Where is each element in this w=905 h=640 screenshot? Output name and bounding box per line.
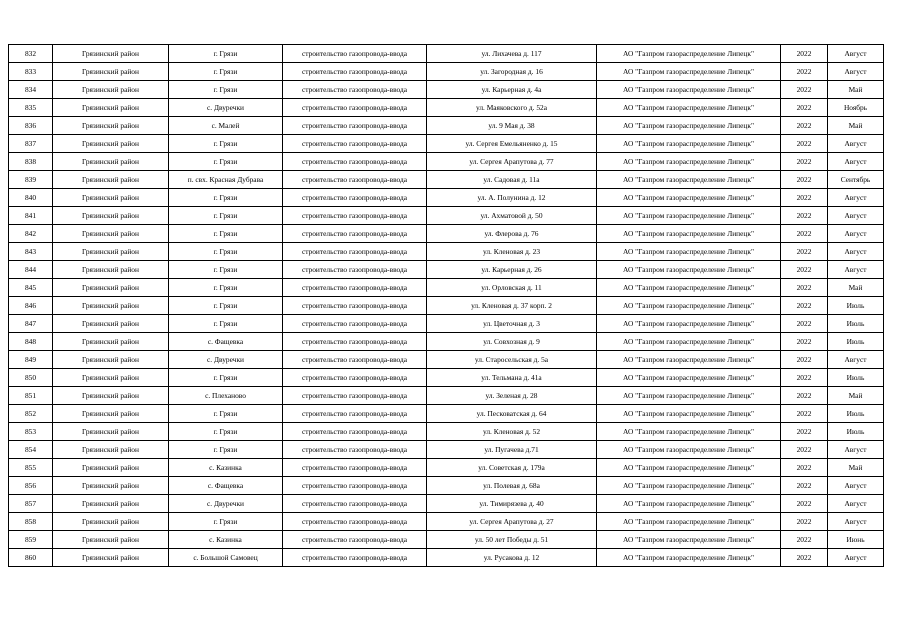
row-number-cell: 832: [9, 45, 53, 63]
district-cell: Грязинский район: [53, 117, 169, 135]
address-cell: ул. 9 Мая д. 38: [427, 117, 597, 135]
work-type-cell: строительство газопровода-ввода: [283, 81, 427, 99]
locality-cell: г. Грязи: [169, 45, 283, 63]
address-cell: ул. Тимирязева д. 40: [427, 495, 597, 513]
address-cell: ул. Песковатская д. 64: [427, 405, 597, 423]
organization-cell: АО "Газпром газораспределение Липецк": [597, 477, 781, 495]
row-number-cell: 855: [9, 459, 53, 477]
table-row: [9, 513, 884, 531]
organization-cell: АО "Газпром газораспределение Липецк": [597, 135, 781, 153]
district-cell: Грязинский район: [53, 297, 169, 315]
address-cell: ул. Пугачева д.71: [427, 441, 597, 459]
row-number-cell: 854: [9, 441, 53, 459]
address-cell: ул. Лихачева д. 117: [427, 45, 597, 63]
district-cell: Грязинский район: [53, 225, 169, 243]
address-cell: ул. Кленовая д. 23: [427, 243, 597, 261]
document-table: [8, 44, 884, 567]
district-cell: Грязинский район: [53, 135, 169, 153]
address-cell: ул. Карьерная д. 4а: [427, 81, 597, 99]
row-number-cell: 858: [9, 513, 53, 531]
table-row: [9, 117, 884, 135]
month-cell: Август: [828, 351, 884, 369]
row-number-cell: 852: [9, 405, 53, 423]
organization-cell: АО "Газпром газораспределение Липецк": [597, 81, 781, 99]
address-cell: ул. Карьерная д. 26: [427, 261, 597, 279]
table-row: [9, 459, 884, 477]
work-type-cell: строительство газопровода-ввода: [283, 369, 427, 387]
district-cell: Грязинский район: [53, 171, 169, 189]
year-cell: 2022: [781, 153, 828, 171]
organization-cell: АО "Газпром газораспределение Липецк": [597, 279, 781, 297]
organization-cell: АО "Газпром газораспределение Липецк": [597, 243, 781, 261]
year-cell: 2022: [781, 297, 828, 315]
row-number-cell: 838: [9, 153, 53, 171]
locality-cell: с. Плеханово: [169, 387, 283, 405]
district-cell: Грязинский район: [53, 369, 169, 387]
locality-cell: г. Грязи: [169, 405, 283, 423]
locality-cell: г. Грязи: [169, 279, 283, 297]
row-number-cell: 845: [9, 279, 53, 297]
organization-cell: АО "Газпром газораспределение Липецк": [597, 261, 781, 279]
month-cell: Июль: [828, 333, 884, 351]
district-cell: Грязинский район: [53, 333, 169, 351]
year-cell: 2022: [781, 225, 828, 243]
locality-cell: с. Казинка: [169, 459, 283, 477]
address-cell: ул. Сергея Арапутова д. 77: [427, 153, 597, 171]
locality-cell: г. Грязи: [169, 207, 283, 225]
year-cell: 2022: [781, 243, 828, 261]
month-cell: Май: [828, 459, 884, 477]
month-cell: Июнь: [828, 531, 884, 549]
work-type-cell: строительство газопровода-ввода: [283, 225, 427, 243]
address-cell: ул. Маяковского д. 52а: [427, 99, 597, 117]
work-type-cell: строительство газопровода-ввода: [283, 261, 427, 279]
organization-cell: АО "Газпром газораспределение Липецк": [597, 549, 781, 567]
organization-cell: АО "Газпром газораспределение Липецк": [597, 207, 781, 225]
table-row: [9, 369, 884, 387]
locality-cell: г. Грязи: [169, 369, 283, 387]
row-number-cell: 853: [9, 423, 53, 441]
address-cell: ул. Цветочная д. 3: [427, 315, 597, 333]
work-type-cell: строительство газопровода-ввода: [283, 45, 427, 63]
locality-cell: г. Грязи: [169, 63, 283, 81]
locality-cell: г. Грязи: [169, 261, 283, 279]
year-cell: 2022: [781, 369, 828, 387]
district-cell: Грязинский район: [53, 81, 169, 99]
month-cell: Август: [828, 477, 884, 495]
work-type-cell: строительство газопровода-ввода: [283, 459, 427, 477]
locality-cell: г. Грязи: [169, 153, 283, 171]
table-row: [9, 99, 884, 117]
table-row: [9, 351, 884, 369]
year-cell: 2022: [781, 117, 828, 135]
month-cell: Август: [828, 261, 884, 279]
year-cell: 2022: [781, 531, 828, 549]
month-cell: Май: [828, 81, 884, 99]
work-type-cell: строительство газопровода-ввода: [283, 405, 427, 423]
row-number-cell: 842: [9, 225, 53, 243]
row-number-cell: 859: [9, 531, 53, 549]
work-type-cell: строительство газопровода-ввода: [283, 189, 427, 207]
address-cell: ул. Сергея Емельяненко д. 15: [427, 135, 597, 153]
table-row: [9, 225, 884, 243]
row-number-cell: 847: [9, 315, 53, 333]
district-cell: Грязинский район: [53, 189, 169, 207]
district-cell: Грязинский район: [53, 495, 169, 513]
locality-cell: г. Грязи: [169, 513, 283, 531]
year-cell: 2022: [781, 459, 828, 477]
district-cell: Грязинский район: [53, 207, 169, 225]
table-row: [9, 207, 884, 225]
locality-cell: г. Грязи: [169, 189, 283, 207]
month-cell: Август: [828, 549, 884, 567]
table-body: [9, 45, 884, 567]
organization-cell: АО "Газпром газораспределение Липецк": [597, 315, 781, 333]
month-cell: Август: [828, 207, 884, 225]
address-cell: ул. Старосельская д. 5а: [427, 351, 597, 369]
year-cell: 2022: [781, 279, 828, 297]
table-row: [9, 297, 884, 315]
organization-cell: АО "Газпром газораспределение Липецк": [597, 423, 781, 441]
organization-cell: АО "Газпром газораспределение Липецк": [597, 513, 781, 531]
table-row: [9, 477, 884, 495]
work-type-cell: строительство газопровода-ввода: [283, 423, 427, 441]
year-cell: 2022: [781, 477, 828, 495]
address-cell: ул. Садовая д. 11а: [427, 171, 597, 189]
work-type-cell: строительство газопровода-ввода: [283, 153, 427, 171]
work-type-cell: строительство газопровода-ввода: [283, 135, 427, 153]
locality-cell: с. Двуречки: [169, 495, 283, 513]
address-cell: ул. Тельмана д. 41а: [427, 369, 597, 387]
locality-cell: г. Грязи: [169, 225, 283, 243]
organization-cell: АО "Газпром газораспределение Липецк": [597, 297, 781, 315]
table-row: [9, 45, 884, 63]
month-cell: Август: [828, 45, 884, 63]
table-row: [9, 315, 884, 333]
year-cell: 2022: [781, 495, 828, 513]
address-cell: ул. Полевая д. 68а: [427, 477, 597, 495]
month-cell: Май: [828, 279, 884, 297]
year-cell: 2022: [781, 513, 828, 531]
work-type-cell: строительство газопровода-ввода: [283, 513, 427, 531]
address-cell: ул. Зеленая д. 28: [427, 387, 597, 405]
table-row: [9, 261, 884, 279]
table-row: [9, 549, 884, 567]
month-cell: Июль: [828, 423, 884, 441]
row-number-cell: 849: [9, 351, 53, 369]
table-row: [9, 387, 884, 405]
locality-cell: г. Грязи: [169, 441, 283, 459]
row-number-cell: 860: [9, 549, 53, 567]
district-cell: Грязинский район: [53, 261, 169, 279]
row-number-cell: 856: [9, 477, 53, 495]
district-cell: Грязинский район: [53, 531, 169, 549]
row-number-cell: 848: [9, 333, 53, 351]
district-cell: Грязинский район: [53, 513, 169, 531]
table-row: [9, 423, 884, 441]
year-cell: 2022: [781, 423, 828, 441]
year-cell: 2022: [781, 99, 828, 117]
locality-cell: п. свх. Красная Дубрава: [169, 171, 283, 189]
month-cell: Июль: [828, 315, 884, 333]
address-cell: ул. А. Полунина д. 12: [427, 189, 597, 207]
locality-cell: г. Грязи: [169, 423, 283, 441]
organization-cell: АО "Газпром газораспределение Липецк": [597, 495, 781, 513]
address-cell: ул. Орловская д. 11: [427, 279, 597, 297]
year-cell: 2022: [781, 171, 828, 189]
organization-cell: АО "Газпром газораспределение Липецк": [597, 441, 781, 459]
organization-cell: АО "Газпром газораспределение Липецк": [597, 387, 781, 405]
address-cell: ул. Кленовая д. 37 корп. 2: [427, 297, 597, 315]
year-cell: 2022: [781, 315, 828, 333]
year-cell: 2022: [781, 387, 828, 405]
month-cell: Август: [828, 135, 884, 153]
locality-cell: с. Двуречки: [169, 99, 283, 117]
year-cell: 2022: [781, 189, 828, 207]
table-row: [9, 189, 884, 207]
organization-cell: АО "Газпром газораспределение Липецк": [597, 153, 781, 171]
district-cell: Грязинский район: [53, 477, 169, 495]
district-cell: Грязинский район: [53, 441, 169, 459]
district-cell: Грязинский район: [53, 405, 169, 423]
locality-cell: с. Двуречки: [169, 351, 283, 369]
month-cell: Июль: [828, 405, 884, 423]
row-number-cell: 834: [9, 81, 53, 99]
work-type-cell: строительство газопровода-ввода: [283, 477, 427, 495]
work-type-cell: строительство газопровода-ввода: [283, 117, 427, 135]
district-cell: Грязинский район: [53, 279, 169, 297]
row-number-cell: 846: [9, 297, 53, 315]
address-cell: ул. Ахматовой д. 50: [427, 207, 597, 225]
month-cell: Август: [828, 513, 884, 531]
organization-cell: АО "Газпром газораспределение Липецк": [597, 99, 781, 117]
row-number-cell: 839: [9, 171, 53, 189]
organization-cell: АО "Газпром газораспределение Липецк": [597, 531, 781, 549]
year-cell: 2022: [781, 549, 828, 567]
table-row: [9, 243, 884, 261]
year-cell: 2022: [781, 45, 828, 63]
work-type-cell: строительство газопровода-ввода: [283, 333, 427, 351]
work-type-cell: строительство газопровода-ввода: [283, 207, 427, 225]
table-row: [9, 279, 884, 297]
locality-cell: г. Грязи: [169, 243, 283, 261]
table-row: [9, 405, 884, 423]
locality-cell: с. Большой Самовец: [169, 549, 283, 567]
table-row: [9, 81, 884, 99]
district-cell: Грязинский район: [53, 351, 169, 369]
year-cell: 2022: [781, 261, 828, 279]
table-row: [9, 153, 884, 171]
work-type-cell: строительство газопровода-ввода: [283, 171, 427, 189]
district-cell: Грязинский район: [53, 315, 169, 333]
row-number-cell: 835: [9, 99, 53, 117]
month-cell: Май: [828, 387, 884, 405]
district-cell: Грязинский район: [53, 459, 169, 477]
locality-cell: с. Малей: [169, 117, 283, 135]
year-cell: 2022: [781, 207, 828, 225]
address-cell: ул. Советская д. 179а: [427, 459, 597, 477]
year-cell: 2022: [781, 81, 828, 99]
month-cell: Август: [828, 189, 884, 207]
work-type-cell: строительство газопровода-ввода: [283, 549, 427, 567]
district-cell: Грязинский район: [53, 243, 169, 261]
month-cell: Август: [828, 441, 884, 459]
row-number-cell: 837: [9, 135, 53, 153]
locality-cell: г. Грязи: [169, 297, 283, 315]
locality-cell: г. Грязи: [169, 81, 283, 99]
work-type-cell: строительство газопровода-ввода: [283, 315, 427, 333]
table-row: [9, 441, 884, 459]
row-number-cell: 851: [9, 387, 53, 405]
organization-cell: АО "Газпром газораспределение Липецк": [597, 459, 781, 477]
year-cell: 2022: [781, 63, 828, 81]
locality-cell: г. Грязи: [169, 315, 283, 333]
row-number-cell: 840: [9, 189, 53, 207]
organization-cell: АО "Газпром газораспределение Липецк": [597, 225, 781, 243]
work-type-cell: строительство газопровода-ввода: [283, 99, 427, 117]
district-cell: Грязинский район: [53, 153, 169, 171]
district-cell: Грязинский район: [53, 99, 169, 117]
locality-cell: с. Фащевка: [169, 477, 283, 495]
month-cell: Август: [828, 153, 884, 171]
work-type-cell: строительство газопровода-ввода: [283, 297, 427, 315]
work-type-cell: строительство газопровода-ввода: [283, 63, 427, 81]
month-cell: Август: [828, 243, 884, 261]
work-type-cell: строительство газопровода-ввода: [283, 279, 427, 297]
organization-cell: АО "Газпром газораспределение Липецк": [597, 45, 781, 63]
month-cell: Август: [828, 225, 884, 243]
work-type-cell: строительство газопровода-ввода: [283, 387, 427, 405]
district-cell: Грязинский район: [53, 45, 169, 63]
locality-cell: с. Фащевка: [169, 333, 283, 351]
table-row: [9, 171, 884, 189]
month-cell: Август: [828, 63, 884, 81]
row-number-cell: 843: [9, 243, 53, 261]
address-cell: ул. Загородная д. 16: [427, 63, 597, 81]
row-number-cell: 844: [9, 261, 53, 279]
month-cell: Июль: [828, 369, 884, 387]
organization-cell: АО "Газпром газораспределение Липецк": [597, 189, 781, 207]
work-type-cell: строительство газопровода-ввода: [283, 243, 427, 261]
organization-cell: АО "Газпром газораспределение Липецк": [597, 369, 781, 387]
month-cell: Сентябрь: [828, 171, 884, 189]
district-cell: Грязинский район: [53, 549, 169, 567]
organization-cell: АО "Газпром газораспределение Липецк": [597, 405, 781, 423]
row-number-cell: 833: [9, 63, 53, 81]
district-cell: Грязинский район: [53, 63, 169, 81]
month-cell: Май: [828, 117, 884, 135]
table-row: [9, 495, 884, 513]
row-number-cell: 857: [9, 495, 53, 513]
month-cell: Ноябрь: [828, 99, 884, 117]
year-cell: 2022: [781, 405, 828, 423]
year-cell: 2022: [781, 351, 828, 369]
table-row: [9, 531, 884, 549]
row-number-cell: 836: [9, 117, 53, 135]
address-cell: ул. 50 лет Победы д. 51: [427, 531, 597, 549]
row-number-cell: 850: [9, 369, 53, 387]
locality-cell: г. Грязи: [169, 135, 283, 153]
work-type-cell: строительство газопровода-ввода: [283, 531, 427, 549]
organization-cell: АО "Газпром газораспределение Липецк": [597, 117, 781, 135]
work-type-cell: строительство газопровода-ввода: [283, 441, 427, 459]
work-type-cell: строительство газопровода-ввода: [283, 351, 427, 369]
work-type-cell: строительство газопровода-ввода: [283, 495, 427, 513]
year-cell: 2022: [781, 135, 828, 153]
address-cell: ул. Русакова д. 12: [427, 549, 597, 567]
locality-cell: с. Казинка: [169, 531, 283, 549]
table-row: [9, 333, 884, 351]
year-cell: 2022: [781, 333, 828, 351]
year-cell: 2022: [781, 441, 828, 459]
organization-cell: АО "Газпром газораспределение Липецк": [597, 333, 781, 351]
district-cell: Грязинский район: [53, 387, 169, 405]
table-row: [9, 135, 884, 153]
table-row: [9, 63, 884, 81]
month-cell: Июль: [828, 297, 884, 315]
address-cell: ул. Флерова д. 76: [427, 225, 597, 243]
district-cell: Грязинский район: [53, 423, 169, 441]
organization-cell: АО "Газпром газораспределение Липецк": [597, 171, 781, 189]
address-cell: ул. Совхозная д. 9: [427, 333, 597, 351]
address-cell: ул. Кленовая д. 52: [427, 423, 597, 441]
row-number-cell: 841: [9, 207, 53, 225]
organization-cell: АО "Газпром газораспределение Липецк": [597, 63, 781, 81]
organization-cell: АО "Газпром газораспределение Липецк": [597, 351, 781, 369]
address-cell: ул. Сергея Арапутова д. 27: [427, 513, 597, 531]
month-cell: Август: [828, 495, 884, 513]
